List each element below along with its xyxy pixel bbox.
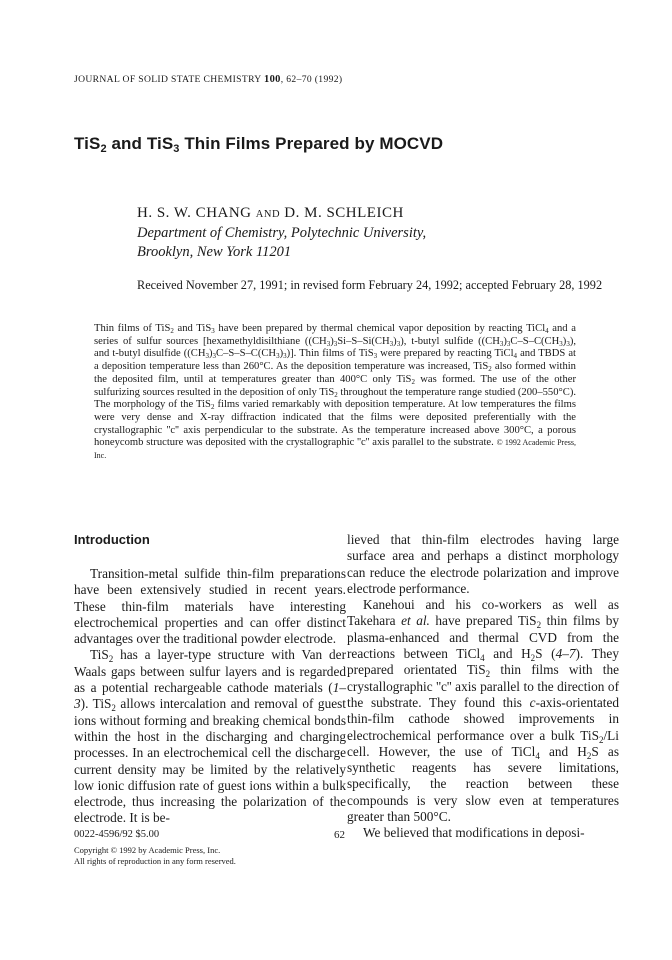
- copyright-notice: Copyright © 1992 by Academic Press, Inc. All rights of reproduction in any form reserved.: [74, 845, 236, 866]
- paragraph: Kanehoui and his co-workers as well as Takehara et al. have prepared TiS$_2$ thin films by plasma-enhanced and thermal CVD from the reactions between TiCl$_4$ and $H_2S$ (4–7). They prepared orientated TiS$_2$ thin films with the crystallographic ''c'' axis parallel to the direction of the substrate. They found this c-axis-orientated thin-film cathode showed improvements in electrochemical performance over a bulk TiS$_2$/Li cell. However, the use of TiCl$_4$ and $H_2S$ as synthetic reagents has severe limitations, specifically, the reaction between these compounds is very slow even at temperatures greater than 500°C.: [347, 597, 620, 825]
- authors: H. S. W. CHANG AND D. M. SCHLEICH: [137, 205, 404, 221]
- right-column: [347, 532, 619, 842]
- journal-name: JOURNAL OF SOLID STATE CHEMISTRY: [74, 74, 262, 85]
- affiliation-line-1: Department of Chemistry, Polytechnic University,: [137, 225, 427, 241]
- journal-header: [74, 74, 342, 85]
- page-number: 62: [334, 829, 345, 841]
- received-dates: Received November 27, 1991; in revised form February 24, 1992; accepted February 28, 1992: [137, 278, 603, 292]
- paper-title: TiS$_2$ and TiS$_3$ Thin Films Prepared by MOCVD: [74, 134, 444, 155]
- journal-volume: 100: [263, 74, 281, 85]
- journal-pages-year: , 62–70 (1992): [280, 74, 343, 85]
- abstract: Thin films of TiS$_2$ and TiS$_3$ have been prepared by thermal chemical vapor deposition by reacting TiCl$_4$ and a series of sulfur sources [hexamethyldisilthiane $((CH_3)_3Si-S-Si(CH_3)_3)$, t-butyl sulfide $((CH_3)_3C-S-C(CH_3)_3)$, and t-butyl disulfide $((CH_3)_3C-S-S-C(CH_3)_3)$]. Thin films of TiS$_3$ were prepared by reacting TiCl$_4$ and TBDS at a deposition temperature less than 260°C. As the deposition temperature was increased, TiS$_2$ also formed within the deposited film, until at temperatures greater than 400°C only TiS$_2$ was formed. The use of the other sulfurizing sources resulted in the deposition of only TiS$_2$ throughout the temperature range studied (200–550°C). The morphology of the TiS$_2$ films varied remarkably with deposition temperature. At low temperatures the films were very dense and X-ray diffraction indicated that the films were deposited preferentially with the crystallographic ''c'' axis perpendicular to the substrate. As the temperature increased above 300°C, a porous honeycomb structure was deposited with the crystallographic ''c'' axis parallel to the substrate. © 1992 Academic Press, Inc.: [94, 323, 576, 461]
- section-heading-introduction: Introduction: [74, 532, 150, 547]
- paragraph: Transition-metal sulfide thin-film preparations have been extensively studied in recent years. These thin-film materials have interesting electrochemical properties and can offer distinct advantages over the traditional powder electrode.: [74, 566, 346, 647]
- paragraph: We believed that modifications in deposi-: [363, 825, 585, 841]
- paragraph: lieved that thin-film electrodes having large surface area and perhaps a distinct morphology can reduce the electrode polarization and improve electrode performance.: [347, 532, 619, 596]
- article-code: 0022-4596/92 $5.00: [74, 829, 160, 840]
- affiliation-line-2: Brooklyn, New York 11201: [137, 244, 292, 260]
- paragraph: TiS$_2$ has a layer-type structure with Van der Waals gaps between sulfur layers and is regarded as a potential rechargeable cathode materials (1–3). TiS$_2$ allows intercalation and removal of guest ions without forming and breaking chemical bonds within the host in the discharging and charging processes. In an electrochemical cell the discharge current density may be limited by the relatively low ionic diffusion rate of guest ions within a bulk electrode, thus increasing the polarization of the electrode. It is be-: [74, 647, 346, 826]
- abstract-copyright: © 1992 Academic Press, Inc.: [94, 438, 576, 461]
- affiliation: [137, 224, 426, 262]
- left-column: [74, 566, 346, 827]
